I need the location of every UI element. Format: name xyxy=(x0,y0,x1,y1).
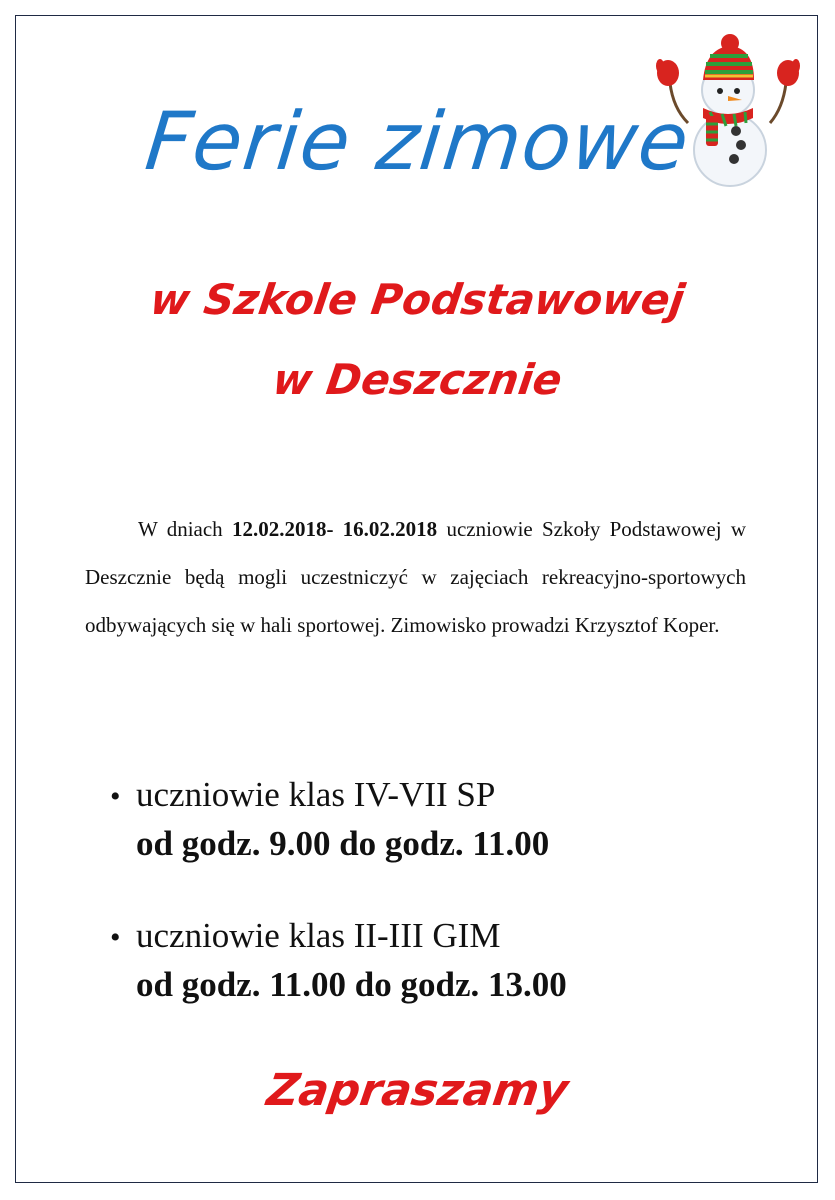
subtitle-school: w Szkole Podstawowej xyxy=(147,275,688,324)
schedule-group: uczniowie klas IV-VII SP xyxy=(136,775,496,814)
date-range: 12.02.2018- 16.02.2018 xyxy=(231,517,438,541)
paragraph-body: uczniowie Szkoły Podstawowej w Deszcznie będą mogli uczestniczyć w zajęciach rekreacyjno-sportowych odbywających się w hali sportowej. Zimowisko prowadzi Krzysztof Koper. xyxy=(85,517,746,637)
schedule-hours: od godz. 11.00 do godz. 13.00 xyxy=(136,965,567,1004)
schedule-item xyxy=(110,772,770,868)
bullet-icon: • xyxy=(110,780,121,813)
closing-invitation: Zapraszamy xyxy=(263,1065,572,1116)
schedule-item xyxy=(110,913,770,1009)
bullet-icon: • xyxy=(110,921,121,954)
paragraph-intro: W dniach xyxy=(138,517,232,541)
schedule-hours: od godz. 9.00 do godz. 11.00 xyxy=(136,824,550,863)
schedule-group: uczniowie klas II-III GIM xyxy=(136,916,501,955)
poster-title: Ferie zimowe xyxy=(141,95,694,188)
subtitle-location: w Deszcznie xyxy=(269,355,566,404)
announcement-paragraph xyxy=(85,505,746,649)
